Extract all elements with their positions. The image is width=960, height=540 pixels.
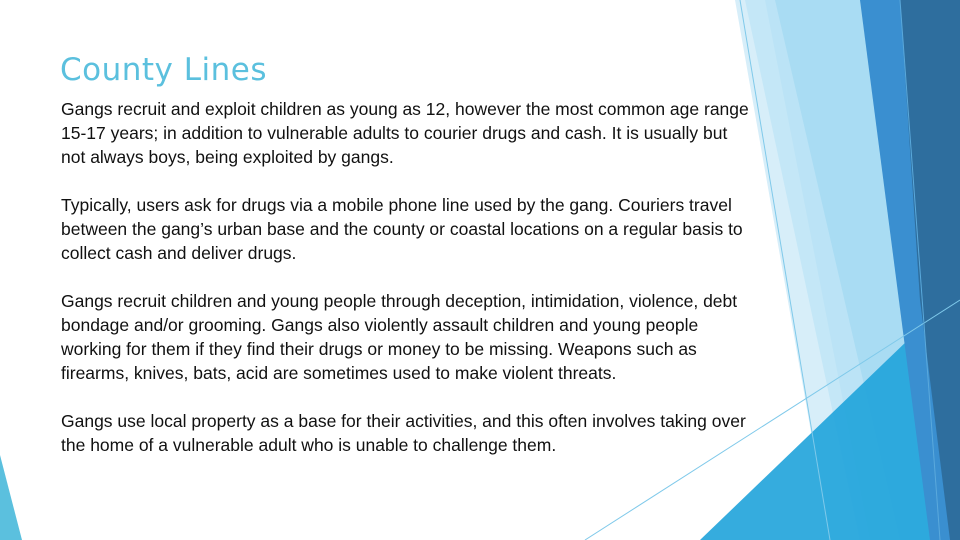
slide-title: County Lines <box>60 52 268 88</box>
slide-body <box>61 97 751 481</box>
paragraph-3: Gangs recruit children and young people through deception, intimidation, violence, debt bondage and/or grooming. Gangs also violently assault children and young people working for them if they find their drugs or money to be missing. Weapons such as firearms, knives, bats, acid are sometimes used to make violent threats. <box>61 291 738 383</box>
left-corner-triangle <box>0 455 22 540</box>
paragraph-1: Gangs recruit and exploit children as young as 12, however the most common age range 15-17 years; in addition to vulnerable adults to courier drugs and cash. It is usually but not always boys, being exploited by gangs. <box>61 99 749 167</box>
paragraph-4: Gangs use local property as a base for their activities, and this often involves taking over the home of a vulnerable adult who is unable to challenge them. <box>61 411 746 455</box>
paragraph-2: Typically, users ask for drugs via a mobile phone line used by the gang. Couriers travel between the gang’s urban base and the county or coastal locations on a regular basis to collect cash and deliver drugs. <box>61 195 743 263</box>
